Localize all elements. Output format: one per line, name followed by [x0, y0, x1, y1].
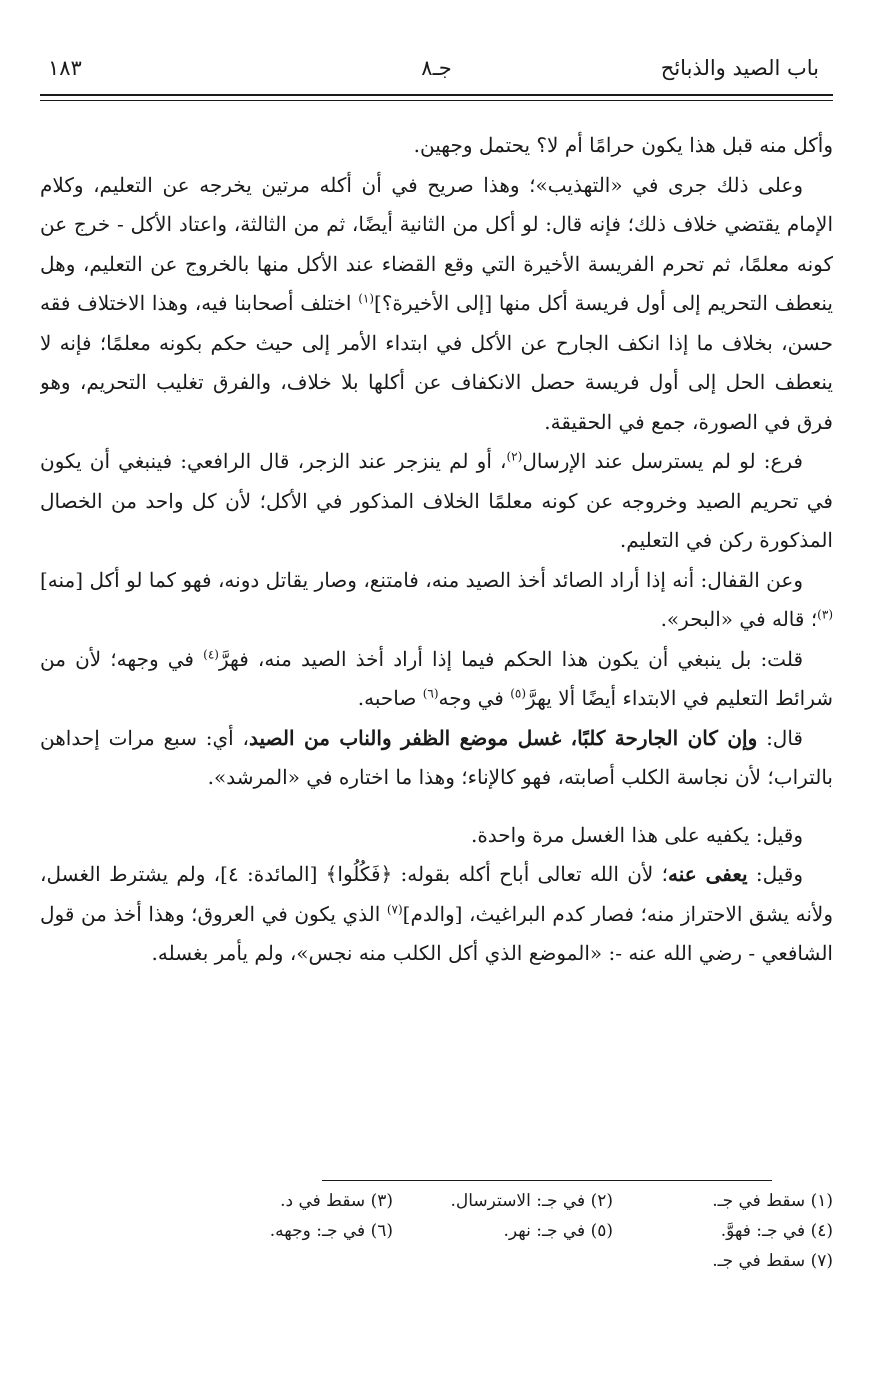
footnote-row [40, 1186, 833, 1216]
footnote-row [40, 1216, 833, 1246]
footnote-1: (١) سقط في جـ. [712, 1191, 833, 1211]
footnote-5: (٥) في جـ: نهر. [503, 1221, 613, 1241]
paragraph-7: وقيل: يكفيه على هذا الغسل مرة واحدة. [470, 822, 803, 847]
footnote-ref-2: (٢) [506, 449, 523, 464]
matn-bold-text-2: يعفى عنه [667, 862, 748, 886]
footnote-ref-5: (٥) [510, 686, 527, 701]
paragraph-2: وعلى ذلك جرى في «التهذيب»؛ وهذا صريح في أن أكله مرتين يخرجه عن التعليم، وكلام الإمام يقتضي خلاف ذلك؛ فإنه قال: لو أكل من الثانية أيضًا، ثم من الثالثة، واعتاد الأكل - خرج عن كونه معلمًا، ثم تحرم الفريسة الأخيرة التي وقع القضاء عند الأكل منها بالخروج عن التعليم، وهل ينعطف التحريم إلى أول فريسة أكل منها [إلى الأخيرة؟]$^{(١)}$ اختلف أصحابنا فيه، وهذا الاختلاف فقه حسن، بخلاف ما إذا انكف الجارح عن الأكل في ابتداء الأمر إلى حيث حكم بكونه معلمًا؛ فإنه لا ينعطف الحل إلى أول فريسة حصل الانكفاف عن أكلها بلا خلاف، والفرق تغليب التحريم، وهو فرق في الصورة، جمع في الحقيقة. [40, 172, 833, 434]
footnote-separator [322, 1180, 772, 1181]
body-text [40, 126, 833, 1166]
footnotes [40, 1186, 833, 1276]
volume-label: جـ٨ [421, 56, 452, 80]
footnote-7: (٧) سقط في جـ. [712, 1251, 833, 1271]
footnote-ref-3: (٣) [817, 607, 833, 622]
footnote-ref-7: (٧) [386, 901, 403, 916]
paragraph-5: قلت: بل ينبغي أن يكون هذا الحكم فيما إذا أراد أخذ الصيد منه، فهرَّ$^{(٤)}$ في وجهه؛ لأن من شرائط التعليم في الابتداء أيضًا ألا يهرَّ$^{(٥)}$ في وجه$^{(٦)}$ صاحبه. [40, 646, 833, 710]
footnote-ref-4: (٤) [203, 646, 219, 661]
footnote-3: (٣) سقط في د. [280, 1191, 393, 1211]
matn-bold-text: وإن كان الجارحة كلبًا، غسل موضع الظفر والناب من الصيد [249, 725, 758, 750]
footnote-6: (٦) في جـ: وجهه. [269, 1221, 393, 1241]
footnote-ref-1: (١) [358, 291, 375, 306]
header-rule-thin [40, 100, 833, 101]
footnote-row [40, 1246, 833, 1276]
footnote-4: (٤) في جـ: فهوَّ. [720, 1221, 833, 1241]
paragraph-6: قال: وإن كان الجارحة كلبًا، غسل موضع الظفر والناب من الصيد، أي: سبع مرات إحداهن بالتراب؛ لأن نجاسة الكلب أصابته، فهو كالإناء؛ وهذا ما اختاره في «المرشد». [40, 725, 833, 789]
paragraph-1: وأكل منه قبل هذا يكون حرامًا أم لا؟ يحتمل وجهين. [413, 133, 833, 157]
footnote-ref-6: (٦) [422, 686, 439, 701]
footnote-2: (٢) في جـ: الاسترسال. [450, 1191, 613, 1211]
header-rule-thick [40, 94, 833, 96]
chapter-title: باب الصيد والذبائح [660, 56, 819, 80]
page-number: ١٨٣ [48, 56, 82, 80]
running-header [40, 56, 833, 92]
paragraph-4: وعن القفال: أنه إذا أراد الصائد أخذ الصيد منه، فامتنع، وصار يقاتل دونه، فهو كما لو أكل [منه]$^{(٣)}$؛ قاله في «البحر». [40, 567, 833, 631]
paragraph-3: فرع: لو لم يسترسل عند الإرسال$^{(٢)}$، أو لم ينزجر عند الزجر، قال الرافعي: فينبغي أن يكون في تحريم الصيد وخروجه عن كونه معلمًا الخلاف المذكور في الأكل؛ لأن كل واحد من الخصال المذكورة ركن في التعليم. [40, 449, 833, 552]
paragraph-8: وقيل: يعفى عنه؛ لأن الله تعالى أباح أكله بقوله: ﴿فَكُلُوا﴾ [المائدة: ٤]، ولم يشترط الغسل، ولأنه يشق الاحتراز منه؛ فصار كدم البراغيث، [والدم]$^{(٧)}$ الذي يكون في العروق؛ وهذا أخذ من قول الشافعي - رضي الله عنه -: «الموضع الذي أكل الكلب منه نجس»، ولم يأمر بغسله. [40, 862, 833, 965]
